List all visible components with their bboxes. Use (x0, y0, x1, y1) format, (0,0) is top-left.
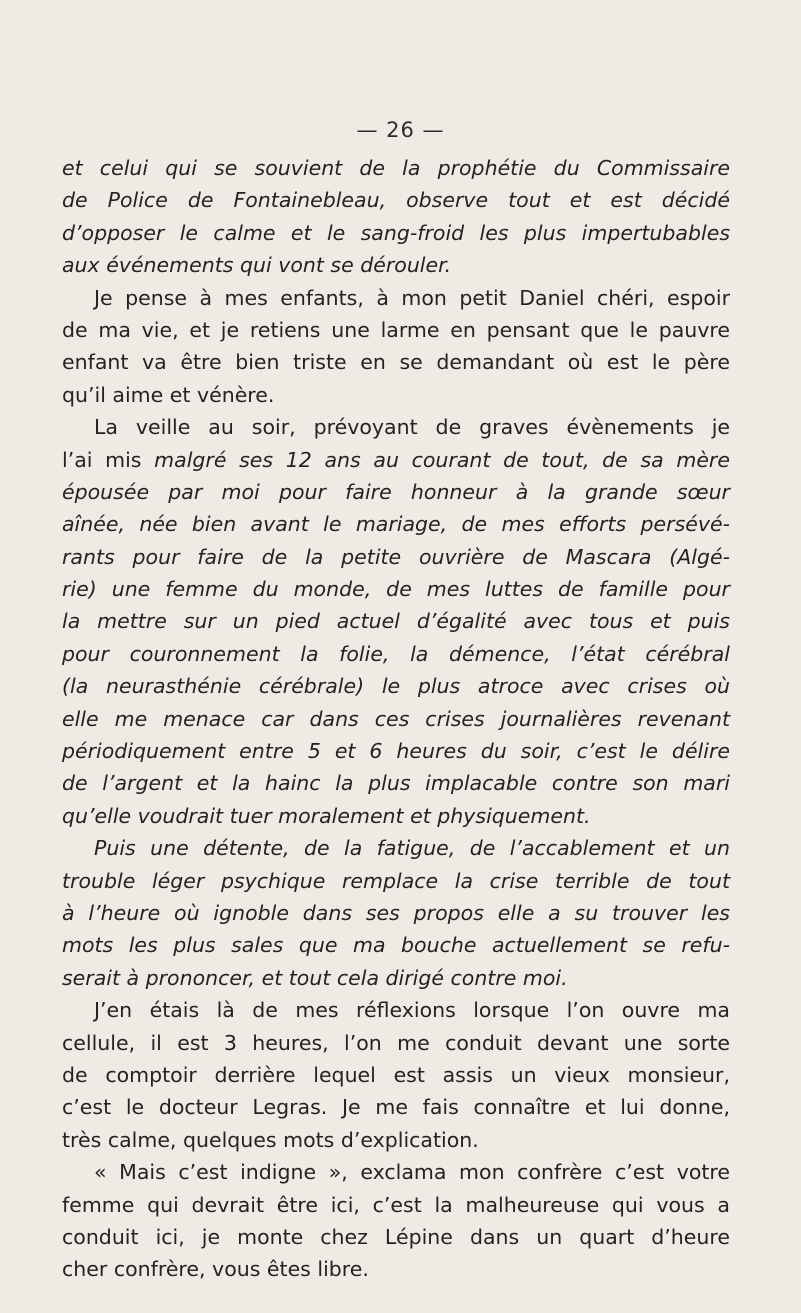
text-line: cellule, il est 3 heures, l’on me conduit devant une sorte (62, 1030, 730, 1055)
text-line: Je pense à mes enfants, à mon petit Daniel chéri, espoir (94, 285, 730, 310)
text-fragment-italic: malgré ses 12 ans au courant de tout, de sa mère (154, 447, 730, 472)
text-line: femme qui devrait être ici, c’est la malheureuse qui vous a (62, 1192, 730, 1217)
text-line: rie) une femme du monde, de mes luttes de famille pour (62, 577, 730, 602)
text-line: qu’elle voudrait tuer moralement et physiquement. (62, 803, 591, 828)
text-line: Puis une détente, de la fatigue, de l’accablement et un (94, 836, 730, 861)
text-line: enfant va être bien triste en se demandant où est le père (62, 350, 730, 375)
text-line: c’est le docteur Legras. Je me fais connaître et lui donne, (62, 1095, 730, 1120)
text-line: la mettre sur un pied actuel d’égalité avec tous et puis (62, 609, 730, 634)
text-line: épousée par moi pour faire honneur à la grande sœur (62, 479, 730, 504)
text-line: de comptoir derrière lequel est assis un vieux monsieur, (62, 1062, 730, 1087)
text-line: trouble léger psychique remplace la crise terrible de tout (62, 868, 730, 893)
text-line: périodiquement entre 5 et 6 heures du soir, c’est le délire (62, 739, 730, 764)
text-line-mixed (62, 444, 730, 476)
text-line: mots les plus sales que ma bouche actuellement se refu- (62, 933, 730, 958)
body-text (62, 152, 730, 1286)
text-line: elle me menace car dans ces crises journalières revenant (62, 706, 730, 731)
text-line: (la neurasthénie cérébrale) le plus atroce avec crises où (62, 674, 730, 699)
text-line: serait à prononcer, et tout cela dirigé contre moi. (62, 965, 568, 990)
text-line: aux événements qui vont se dérouler. (62, 253, 452, 278)
text-line: « Mais c’est indigne », exclama mon confrère c’est votre (94, 1160, 730, 1185)
text-line: conduit ici, je monte chez Lépine dans un quart d’heure (62, 1224, 730, 1249)
text-line: à l’heure où ignoble dans ses propos elle a su trouver les (62, 900, 730, 925)
text-line: La veille au soir, prévoyant de graves évènements je (94, 415, 730, 440)
text-line: de l’argent et la hainc la plus implacable contre son mari (62, 771, 730, 796)
text-line: très calme, quelques mots d’explication. (62, 1127, 479, 1152)
page-number: — 26 — (356, 118, 445, 142)
text-line: de ma vie, et je retiens une larme en pensant que le pauvre (62, 317, 730, 342)
text-line: de Police de Fontainebleau, observe tout et est décidé (62, 188, 730, 213)
text-line: pour couronnement la folie, la démence, l’état cérébral (62, 641, 730, 666)
text-line: et celui qui se souvient de la prophétie du Commissaire (62, 156, 730, 180)
text-line: J’en étais là de mes réflexions lorsque l’on ouvre ma (94, 998, 730, 1023)
text-line: aînée, née bien avant le mariage, de mes efforts persévé- (62, 512, 730, 537)
text-line: cher confrère, vous êtes libre. (62, 1257, 369, 1282)
text-line: rants pour faire de la petite ouvrière de Mascara (Algé- (62, 544, 730, 569)
text-fragment-roman: l’ai mis (62, 447, 142, 472)
text-line: qu’il aime et vénère. (62, 382, 275, 407)
text-line: d’opposer le calme et le sang-froid les plus impertubables (62, 220, 730, 245)
